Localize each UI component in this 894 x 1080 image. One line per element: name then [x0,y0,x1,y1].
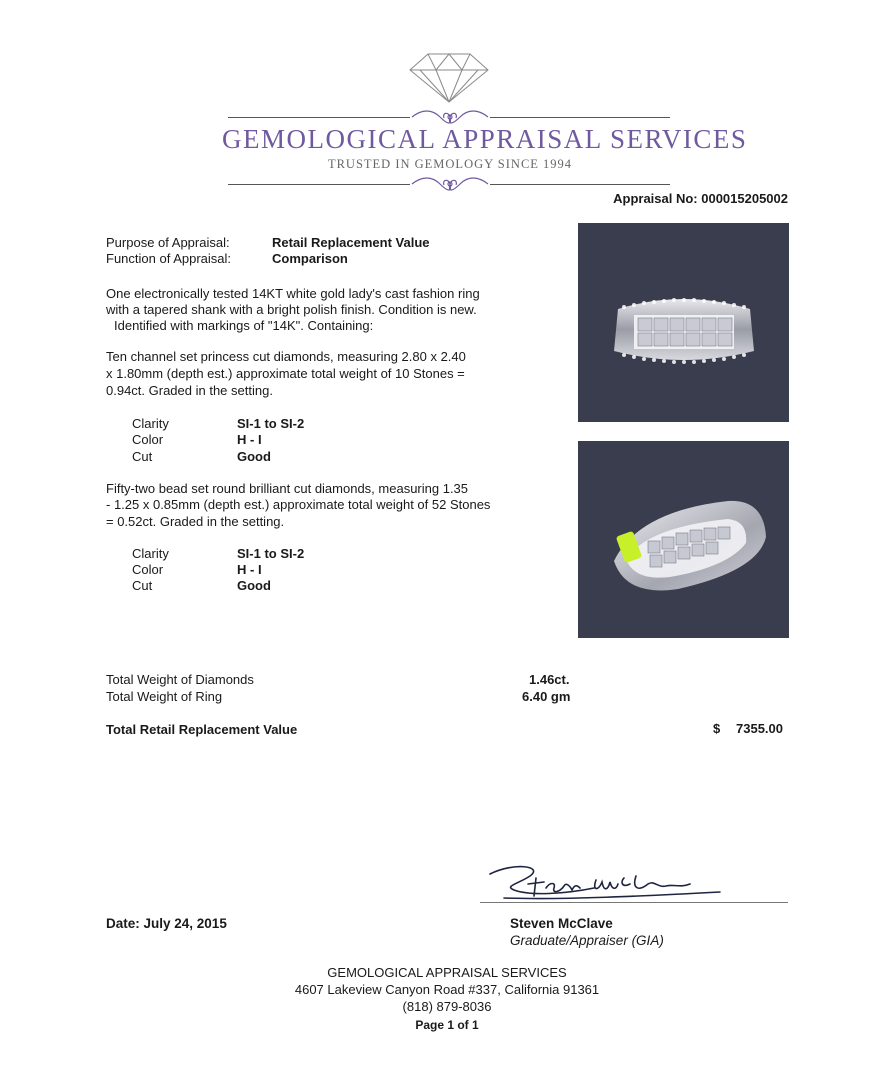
stone-group-2-line-2: - 1.25 x 0.85mm (depth est.) approximate total weight of 52 Stones [106,497,491,512]
purpose-label: Purpose of Appraisal: [106,235,230,250]
total-retail-label: Total Retail Replacement Value [106,722,298,737]
total-ring-value: 6.40 gm [522,689,571,704]
stone-group-2-cut-label: Cut [132,578,153,593]
stone-group-2-line-3: = 0.52ct. Graded in the setting. [106,514,285,529]
appraiser-title: Graduate/Appraiser (GIA) [510,933,664,948]
header-bottom-rule-left [228,184,410,185]
ring-photo-front [578,223,789,422]
header-top-rule-left [228,117,410,118]
stone-group-2-clarity-value: SI-1 to SI-2 [237,546,305,561]
appraiser-signature [484,858,724,908]
appraiser-name: Steven McClave [510,916,613,931]
total-retail-value: 7355.00 [736,721,783,736]
description-line-1: One electronically tested 14KT white gold lady's cast fashion ring [106,286,480,301]
description-line-2: with a tapered shank with a bright polish finish. Condition is new. [106,302,477,317]
company-tagline: TRUSTED IN GEMOLOGY SINCE 1994 [327,157,573,171]
stone-group-1-clarity-label: Clarity [132,416,169,431]
scroll-ornament-icon [410,175,490,193]
stone-group-2-cut-value: Good [237,578,271,593]
appraisal-number: Appraisal No: 000015205002 [613,191,788,206]
total-diamonds-label: Total Weight of Diamonds [106,672,254,687]
function-value: Comparison [272,251,348,266]
ring-photo-side [578,441,789,638]
header-bottom-rule-right [490,184,670,185]
stone-group-1-line-3: 0.94ct. Graded in the setting. [106,383,273,398]
stone-group-1-color-label: Color [132,432,164,447]
footer-company: GEMOLOGICAL APPRAISAL SERVICES [327,965,567,980]
description-line-3: Identified with markings of "14K". Containing: [114,318,374,333]
purpose-value: Retail Replacement Value [272,235,430,250]
footer-phone: (818) 879-8036 [402,999,492,1014]
stone-group-1-clarity-value: SI-1 to SI-2 [237,416,305,431]
function-label: Function of Appraisal: [106,251,232,266]
stone-group-1-line-1: Ten channel set princess cut diamonds, measuring 2.80 x 2.40 [106,349,466,364]
page-number: Page 1 of 1 [415,1018,479,1032]
stone-group-2-line-1: Fifty-two bead set round brilliant cut diamonds, measuring 1.35 [106,481,469,496]
header-top-rule-right [490,117,670,118]
stone-group-1-color-value: H - I [237,432,262,447]
total-ring-label: Total Weight of Ring [106,689,223,704]
appraisal-date: Date: July 24, 2015 [106,916,227,931]
stone-group-2-clarity-label: Clarity [132,546,169,561]
stone-group-1-line-2: x 1.80mm (depth est.) approximate total weight of 10 Stones = [106,366,465,381]
currency-symbol: $ [713,721,721,736]
stone-group-1-cut-value: Good [237,449,271,464]
diamond-icon [408,52,490,104]
stone-group-2-color-label: Color [132,562,164,577]
stone-group-1-cut-label: Cut [132,449,153,464]
company-name: GEMOLOGICAL APPRAISAL SERVICES [222,124,748,154]
signature-line [480,902,788,903]
total-diamonds-value: 1.46ct. [529,672,570,687]
stone-group-2-color-value: H - I [237,562,262,577]
footer-address: 4607 Lakeview Canyon Road #337, California 91361 [294,982,600,997]
